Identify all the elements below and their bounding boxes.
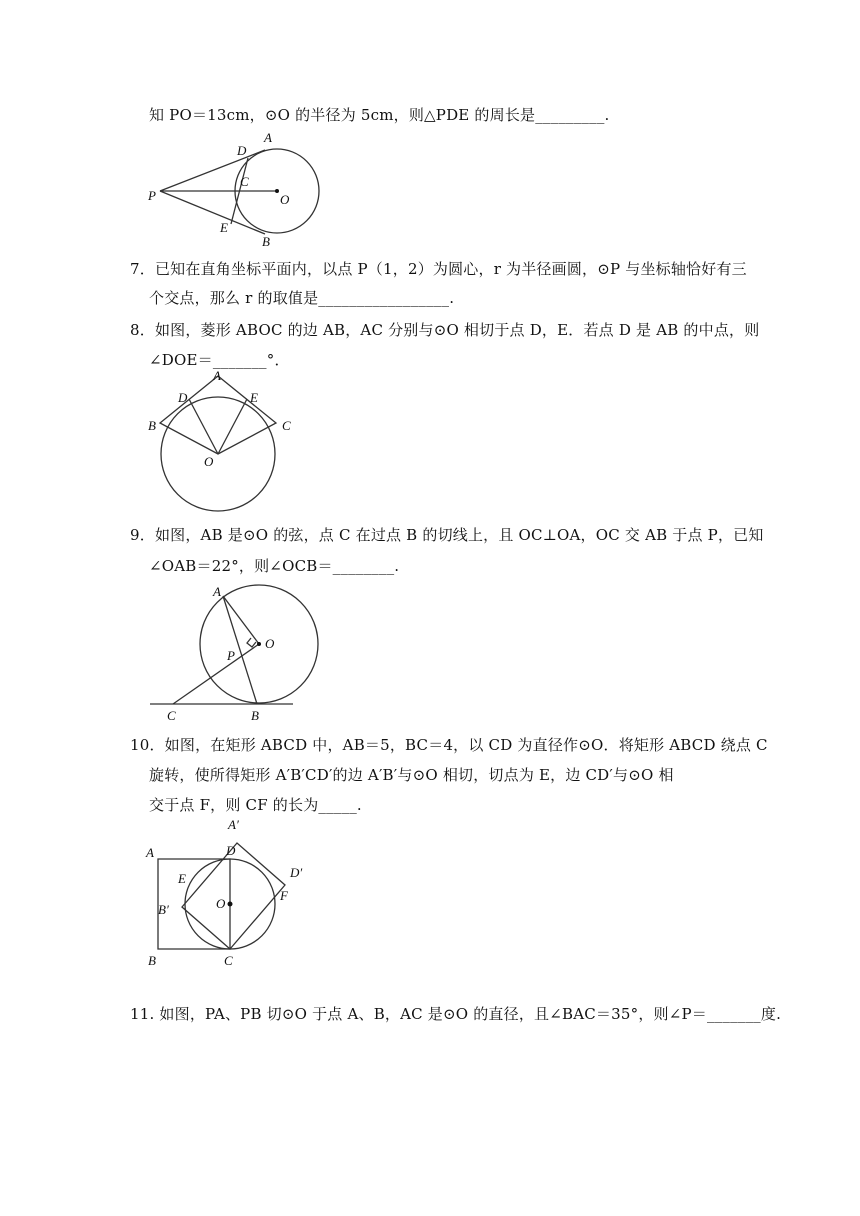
- q10-line-3: 交于点 F，则 CF 的长为_____.: [149, 796, 362, 814]
- center-dot: [228, 902, 233, 907]
- q9-line-2: ∠OAB＝22°，则∠OCB＝________.: [149, 557, 400, 575]
- q10-line-1: 10．如图，在矩形 ABCD 中，AB＝5，BC＝4，以 CD 为直径作⊙O．将矩形 ABCD 绕点 C: [130, 736, 768, 754]
- label-d-prime: D′: [290, 865, 303, 880]
- label-c: C: [224, 953, 233, 968]
- label-b: B: [148, 418, 156, 433]
- label-a: A: [264, 130, 272, 145]
- q7-line-1: 7．已知在直角坐标平面内，以点 P（1，2）为圆心，r 为半径画圆，⊙P 与坐标轴恰好有三: [130, 260, 747, 278]
- figure-q10-rotated-rectangle: [140, 815, 320, 970]
- label-p: P: [148, 188, 156, 203]
- label-o: O: [280, 192, 290, 207]
- label-e: E: [250, 390, 258, 405]
- label-b: B: [262, 234, 270, 249]
- label-o: O: [216, 896, 226, 911]
- label-o: O: [265, 636, 275, 651]
- right-angle-mark: [247, 638, 256, 647]
- q11-text: 11. 如图，PA、PB 切⊙O 于点 A、B，AC 是⊙O 的直径，且∠BAC＝35°，则∠P＝_______度.: [130, 1005, 782, 1023]
- label-d: D: [226, 843, 236, 858]
- label-c: C: [167, 708, 176, 723]
- tangent-pb: [160, 191, 265, 234]
- label-b-prime: B′: [158, 902, 169, 917]
- radius-oa: [223, 596, 259, 644]
- label-p: P: [227, 648, 235, 663]
- figure-q8-rhombus-circle: [140, 368, 310, 513]
- label-b: B: [251, 708, 259, 723]
- label-o: O: [204, 454, 214, 469]
- label-f: F: [280, 888, 288, 903]
- label-a: A: [146, 845, 154, 860]
- label-e: E: [178, 871, 186, 886]
- label-b: B: [148, 953, 156, 968]
- q6-tail-text: 知 PO＝13cm，⊙O 的半径为 5cm，则△PDE 的周长是_________.: [149, 106, 610, 124]
- q10-line-2: 旋转，使所得矩形 A′B′CD′的边 A′B′与⊙O 相切，切点为 E，边 CD′与⊙O 相: [149, 766, 674, 784]
- rhombus-aboc: [160, 376, 276, 454]
- label-c: C: [282, 418, 291, 433]
- label-c: C: [240, 174, 249, 189]
- segment-oc: [173, 644, 259, 704]
- q9-line-1: 9．如图，AB 是⊙O 的弦，点 C 在过点 B 的切线上，且 OC⊥OA，OC 交 AB 于点 P，已知: [130, 526, 764, 544]
- label-a: A: [213, 368, 221, 383]
- center-dot: [275, 189, 279, 193]
- label-e: E: [220, 220, 228, 235]
- q7-line-2: 个交点，那么 r 的取值是_________________.: [149, 289, 455, 307]
- figure-q6-tangent-circle: [140, 128, 340, 253]
- center-dot: [257, 642, 261, 646]
- label-a: A: [213, 584, 221, 599]
- q8-line-1: 8．如图，菱形 ABOC 的边 AB，AC 分别与⊙O 相切于点 D，E．若点 D 是 AB 的中点，则: [130, 321, 760, 339]
- label-d: D: [237, 143, 247, 158]
- q8-line-2: ∠DOE＝_______°．: [149, 351, 290, 369]
- tangent-pa: [160, 150, 265, 191]
- label-a-prime: A′: [228, 817, 239, 832]
- figure-q9-chord-tangent: [145, 582, 325, 727]
- label-d: D: [178, 390, 188, 405]
